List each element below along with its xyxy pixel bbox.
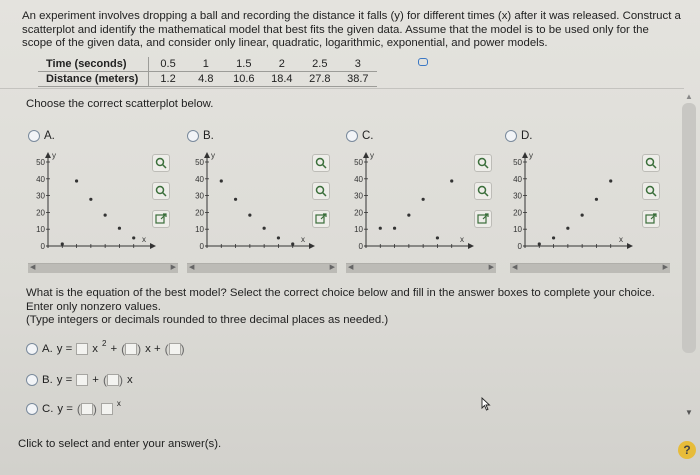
scatterplot-b [187,148,315,258]
data-point [436,236,439,239]
equation-prefix: y = [56,373,73,386]
answer-choice-b[interactable] [26,372,133,387]
coefficient-b-input[interactable] [125,343,137,355]
variable-x-plus: x + [145,342,161,355]
constant-c-input[interactable] [169,343,181,355]
paren-box[interactable]: ( ) [76,401,97,416]
radio-answer-a[interactable] [26,343,38,355]
equation-prefix: y = [56,342,73,355]
horizontal-scrollbar[interactable] [510,263,670,273]
y-axis-label: y [52,151,56,160]
horizontal-scrollbar[interactable] [346,263,496,273]
choice-d[interactable] [505,130,533,142]
data-point [450,179,453,182]
exponent: 2 [101,339,107,348]
data-point [379,227,382,230]
data-point [566,227,569,230]
scatterplot-a [28,148,156,258]
table-cell: 4.8 [187,72,225,87]
choice-a[interactable] [28,130,55,142]
data-point [75,179,78,182]
choice-c[interactable] [346,130,374,142]
table-cell: 2 [263,57,301,72]
radio-choice-a[interactable] [28,130,40,142]
horizontal-scrollbar[interactable] [187,263,337,273]
y-axis-label: y [370,151,374,160]
x-axis-arrow [309,243,315,249]
data-point [581,213,584,216]
x-axis-label: x [619,235,623,244]
data-point [422,198,425,201]
y-tick-label: 10 [195,225,204,235]
y-axis-arrow [363,152,369,158]
choice-letter: D. [521,130,533,142]
y-tick-label: 40 [354,174,363,184]
variable-x: x [92,342,98,355]
question-line: (Type integers or decimals rounded to three decimal places as needed.) [26,314,389,327]
data-point [234,198,237,201]
base-coefficient-input[interactable] [81,403,93,415]
paren-box[interactable]: ( ) [121,341,142,356]
y-tick-label: 30 [513,191,522,201]
y-tick-label: 0 [40,242,45,251]
question-line: What is the equation of the best model? Select the correct choice below and fill in the answer boxes to complete your choice. [26,287,655,299]
choice-letter: A. [44,130,55,142]
vertical-scrollbar[interactable] [682,103,696,353]
constant-input[interactable] [76,374,88,386]
table-cell: 1.2 [149,72,187,87]
plot-svg [28,148,156,258]
y-tick-label: 0 [358,242,363,251]
table-cell: 2.5 [301,57,339,72]
radio-choice-d[interactable] [505,130,517,142]
zoom-in-icon[interactable] [642,154,660,172]
data-point [118,227,121,230]
data-point [248,213,251,216]
data-point [552,236,555,239]
y-tick-label: 0 [517,242,522,251]
data-table [38,57,377,87]
growth-base-input[interactable] [101,403,113,415]
data-point [595,198,598,201]
x-axis-label: x [460,235,464,244]
scroll-right-arrow-icon[interactable]: ▶ [488,264,494,271]
y-tick-label: 20 [36,208,45,218]
data-point [538,242,541,245]
divider [0,88,684,89]
expand-icon[interactable] [312,210,330,228]
table-row-distance [38,72,377,87]
data-point [89,198,92,201]
answer-letter: B. [42,373,53,386]
zoom-out-icon[interactable] [642,182,660,200]
table-cell: 0.5 [149,57,187,72]
y-tick-label: 40 [195,174,204,184]
data-point [104,213,107,216]
y-axis-arrow [204,152,210,158]
table-cell: 1 [187,57,225,72]
paren-box[interactable]: ( ) [164,341,185,356]
scroll-right-arrow-icon[interactable]: ▶ [662,264,668,271]
y-tick-label: 0 [199,242,204,251]
slope-input[interactable] [107,374,119,386]
zoom-in-icon[interactable] [474,154,492,172]
y-tick-label: 50 [513,158,522,167]
paren-box[interactable]: ( ) [102,372,123,387]
zoom-in-icon[interactable] [152,154,170,172]
scroll-left-arrow-icon[interactable]: ◀ [348,264,354,271]
data-point [263,227,266,230]
x-axis-arrow [468,243,474,249]
question-text [26,287,676,328]
table-cell: 1.5 [225,57,263,72]
table-cell: 27.8 [301,72,339,87]
scatterplot-c [346,148,474,258]
choice-letter: B. [203,130,214,142]
horizontal-scrollbar[interactable] [28,263,178,273]
answer-choice-c[interactable] [26,401,121,416]
y-axis-arrow [522,152,528,158]
scroll-up-arrow-icon[interactable]: ▲ [685,92,693,101]
table-cell: 10.6 [225,72,263,87]
radio-answer-c[interactable] [26,403,38,415]
zoom-out-icon[interactable] [312,182,330,200]
exponent: x [116,399,121,408]
data-point [407,213,410,216]
data-point [132,236,135,239]
y-tick-label: 40 [513,174,522,184]
table-cell: 38.7 [339,72,377,87]
y-tick-label: 30 [354,191,363,201]
status-text: Click to select and enter your answer(s). [18,438,222,450]
copy-table-icon[interactable] [418,58,428,66]
choice-b[interactable] [187,130,214,142]
row-label-time: Time (seconds) [38,57,149,72]
scroll-right-arrow-icon[interactable]: ▶ [329,264,335,271]
y-axis-label: y [211,151,215,160]
problem-statement: An experiment involves dropping a ball and recording the distance it falls (y) for different times (x) after it was released. Construct a scatterplot and identify the mathematical model that best fits the given data. Assume that the model is to be used only for the scope of the given data, and consider only linear, quadratic, logarithmic, exponential, and power models. [22,10,681,49]
variable-x: x [126,373,133,386]
answer-letter: C. [42,402,54,415]
y-tick-label: 20 [513,208,522,218]
y-axis-label: y [529,151,533,160]
y-tick-label: 50 [354,158,363,167]
row-label-distance: Distance (meters) [38,72,149,87]
data-point [291,242,294,245]
x-axis-arrow [627,243,633,249]
radio-answer-b[interactable] [26,374,38,386]
y-tick-label: 10 [36,225,45,235]
y-tick-label: 50 [36,158,45,167]
y-tick-label: 50 [195,158,204,167]
equation-prefix: y = [57,402,73,415]
mouse-cursor-icon [481,397,493,411]
scatterplot-d [505,148,633,258]
y-axis-arrow [45,152,51,158]
scroll-right-arrow-icon[interactable]: ▶ [170,264,176,271]
instruction-text: Choose the correct scatterplot below. [26,98,214,110]
expand-icon[interactable] [152,210,170,228]
y-tick-label: 20 [354,208,363,218]
question-line: Enter only nonzero values. [26,300,161,313]
help-button[interactable]: ? [678,441,696,459]
y-tick-label: 10 [513,225,522,235]
plus-sign: + [92,373,99,386]
answer-letter: A. [42,342,53,355]
scroll-left-arrow-icon[interactable]: ◀ [512,264,518,271]
y-tick-label: 20 [195,208,204,218]
zoom-in-icon[interactable] [312,154,330,172]
expand-icon[interactable] [474,210,492,228]
data-point [277,236,280,239]
data-point [609,179,612,182]
coefficient-a-input[interactable] [76,343,88,355]
plot-svg [187,148,315,258]
y-tick-label: 30 [195,191,204,201]
y-tick-label: 40 [36,174,45,184]
x-axis-arrow [150,243,156,249]
y-tick-label: 30 [36,191,45,201]
table-cell: 3 [339,57,377,72]
zoom-out-icon[interactable] [152,182,170,200]
radio-choice-b[interactable] [187,130,199,142]
scroll-left-arrow-icon[interactable]: ◀ [30,264,36,271]
plot-svg [505,148,633,258]
x-axis-label: x [142,235,146,244]
plot-svg [346,148,474,258]
expand-icon[interactable] [642,210,660,228]
scroll-down-arrow-icon[interactable]: ▼ [685,408,693,417]
answer-choice-a[interactable] [26,341,185,356]
table-row-time [38,57,377,72]
scroll-left-arrow-icon[interactable]: ◀ [189,264,195,271]
y-tick-label: 10 [354,225,363,235]
table-cell: 18.4 [263,72,301,87]
data-point [220,179,223,182]
radio-choice-c[interactable] [346,130,358,142]
data-point [61,242,64,245]
plus-sign: + [110,342,118,355]
x-axis-label: x [301,235,305,244]
choice-letter: C. [362,130,374,142]
data-point [393,227,396,230]
zoom-out-icon[interactable] [474,182,492,200]
